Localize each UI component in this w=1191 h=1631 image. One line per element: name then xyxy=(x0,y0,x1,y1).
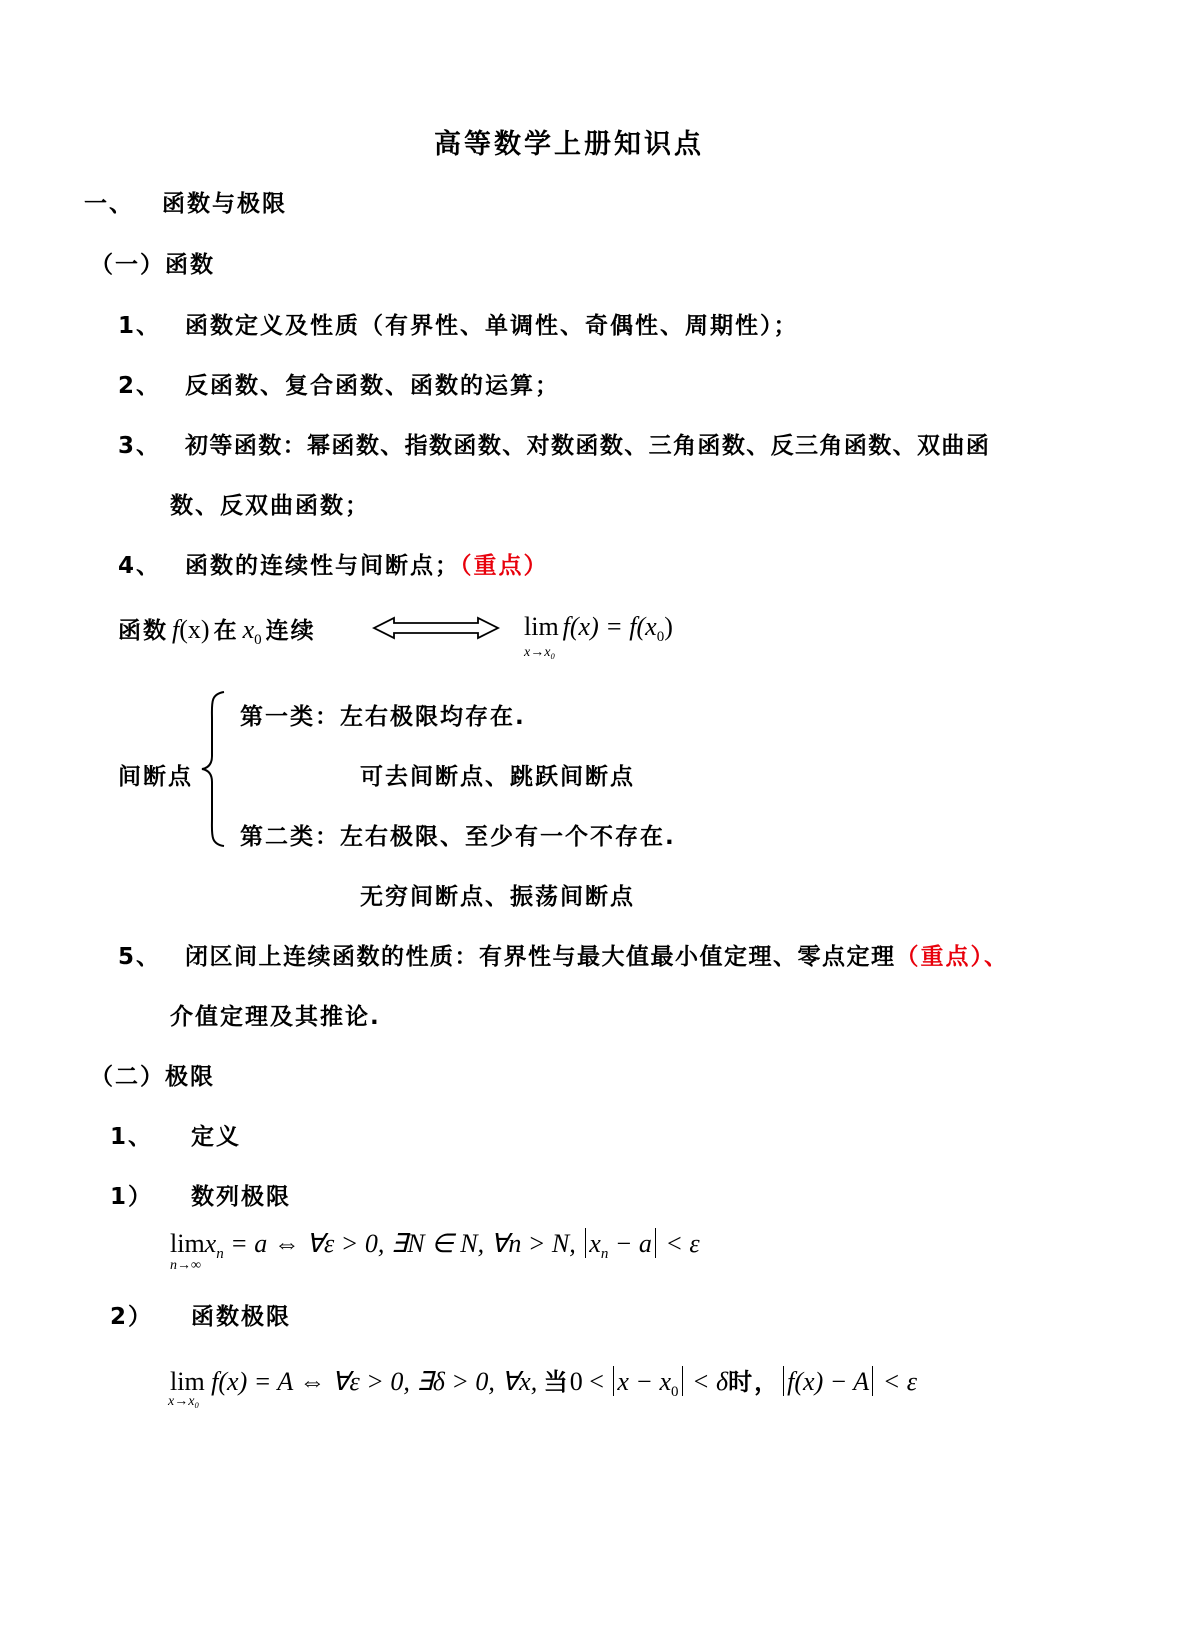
item-text: 反函数、复合函数、函数的运算； xyxy=(185,373,561,399)
sequence-limit-formula xyxy=(170,1228,700,1263)
seq-inner-sub: n xyxy=(600,1246,609,1262)
rhs-end: ) xyxy=(664,612,673,641)
rhs-sub: 0 xyxy=(656,629,665,645)
list-item xyxy=(118,367,560,400)
func-when: 当 xyxy=(543,1368,570,1396)
discontinuity-kind1: 第一类：左右极限均存在. xyxy=(240,704,526,730)
func-part2: 0 < xyxy=(569,1367,611,1396)
func-abs1-sub: 0 xyxy=(671,1384,679,1400)
abs-bar-right xyxy=(655,1228,656,1258)
left-brace-icon xyxy=(198,690,228,848)
abs-bar-right xyxy=(872,1366,873,1396)
point-x0-sub: 0 xyxy=(254,632,262,648)
list-item xyxy=(110,1178,291,1211)
double-arrow-icon xyxy=(372,616,500,640)
subsection-heading: （一）函数 xyxy=(90,252,215,278)
continuity-statement xyxy=(118,612,316,649)
item-text: 函数定义及性质（有界性、单调性、奇偶性、周期性）； xyxy=(185,313,799,339)
function-limit-formula xyxy=(170,1362,917,1401)
item-number: 4、 xyxy=(118,553,162,579)
seq-x-sub: n xyxy=(216,1246,224,1262)
list-item-continuation: 数、反双曲函数； xyxy=(170,493,370,519)
item-number: 1、 xyxy=(118,313,162,339)
func-f: f xyxy=(172,615,180,644)
item-number: 1、 xyxy=(110,1124,154,1150)
list-item xyxy=(110,1118,241,1151)
seq-inner-rest: − a xyxy=(608,1229,652,1258)
section-number: 一、 xyxy=(84,191,134,217)
continuity-rhs xyxy=(562,612,673,645)
list-item-continuation: 介值定理及其推论. xyxy=(170,1004,381,1030)
discontinuity-kind2: 第二类：左右极限、至少有一个不存在. xyxy=(240,824,676,850)
func-then: 时， xyxy=(728,1368,781,1396)
item-number: 3、 xyxy=(118,433,162,459)
item-number: 2） xyxy=(110,1304,154,1330)
key-point-badge: （重点）、 xyxy=(895,944,1010,970)
continuity-at: 在 xyxy=(213,618,239,644)
subsection-heading: （二）极限 xyxy=(90,1064,215,1090)
continuity-limit xyxy=(524,612,673,646)
item-text: 定义 xyxy=(191,1124,242,1150)
list-item xyxy=(110,1298,291,1331)
item-text: 闭区间上连续函数的性质：有界性与最大值最小值定理、零点定理 xyxy=(185,944,896,970)
func-part1: f(x) = A ⇔ ∀ε > 0, ∃δ > 0, ∀x, xyxy=(211,1367,544,1396)
abs-bar-left xyxy=(585,1228,586,1258)
item-text: 函数的连续性与间断点； xyxy=(185,553,461,579)
item-text: 函数极限 xyxy=(191,1304,292,1330)
item-number: 5、 xyxy=(118,944,162,970)
lim-symbol: lim xyxy=(170,1229,205,1258)
func-part3: < δ xyxy=(685,1367,729,1396)
func-tail: < ε xyxy=(876,1367,917,1396)
page-title: 高等数学上册知识点 xyxy=(434,129,704,160)
lim-subscript: n→∞ xyxy=(170,1258,201,1273)
abs-bar-right xyxy=(682,1366,683,1396)
item-number: 1） xyxy=(110,1184,154,1210)
continuity-suffix: 连续 xyxy=(265,618,316,644)
item-text: 数列极限 xyxy=(191,1184,292,1210)
func-abs1: x − x xyxy=(617,1367,671,1396)
key-point-badge: （重点） xyxy=(460,553,549,579)
lim-symbol: lim xyxy=(524,612,559,641)
discontinuity-kind2-types: 无穷间断点、振荡间断点 xyxy=(360,884,635,910)
lim-subscript: x→x₀ xyxy=(524,645,556,660)
discontinuity-kind1-types: 可去间断点、跳跃间断点 xyxy=(360,764,635,790)
section-heading xyxy=(84,185,287,218)
continuity-prefix: 函数 xyxy=(118,618,168,644)
list-item xyxy=(118,307,799,340)
item-text: 初等函数：幂函数、指数函数、对数函数、三角函数、反三角函数、双曲函 xyxy=(185,433,991,459)
discontinuity-label: 间断点 xyxy=(118,764,193,790)
point-x0: x xyxy=(242,615,255,644)
abs-bar-left xyxy=(613,1366,614,1396)
list-item xyxy=(118,938,1009,971)
section-label: 函数与极限 xyxy=(162,191,287,217)
item-number: 2、 xyxy=(118,373,162,399)
abs-bar-left xyxy=(783,1366,784,1396)
func-abs2: f(x) − A xyxy=(787,1367,870,1396)
lim-symbol: lim xyxy=(170,1367,205,1396)
list-item xyxy=(118,547,549,580)
lim-subscript: x→x₀ xyxy=(168,1394,200,1409)
rhs-text: f(x) = f(x xyxy=(562,612,657,641)
seq-part1: = a ⇔ ∀ε > 0, ∃N ∈ N, ∀n > N, xyxy=(223,1229,583,1258)
list-item xyxy=(118,427,990,460)
seq-inner-x: x xyxy=(589,1229,601,1258)
func-arg: (x) xyxy=(179,615,210,644)
seq-x: x xyxy=(204,1229,217,1258)
seq-tail: < ε xyxy=(658,1229,700,1258)
